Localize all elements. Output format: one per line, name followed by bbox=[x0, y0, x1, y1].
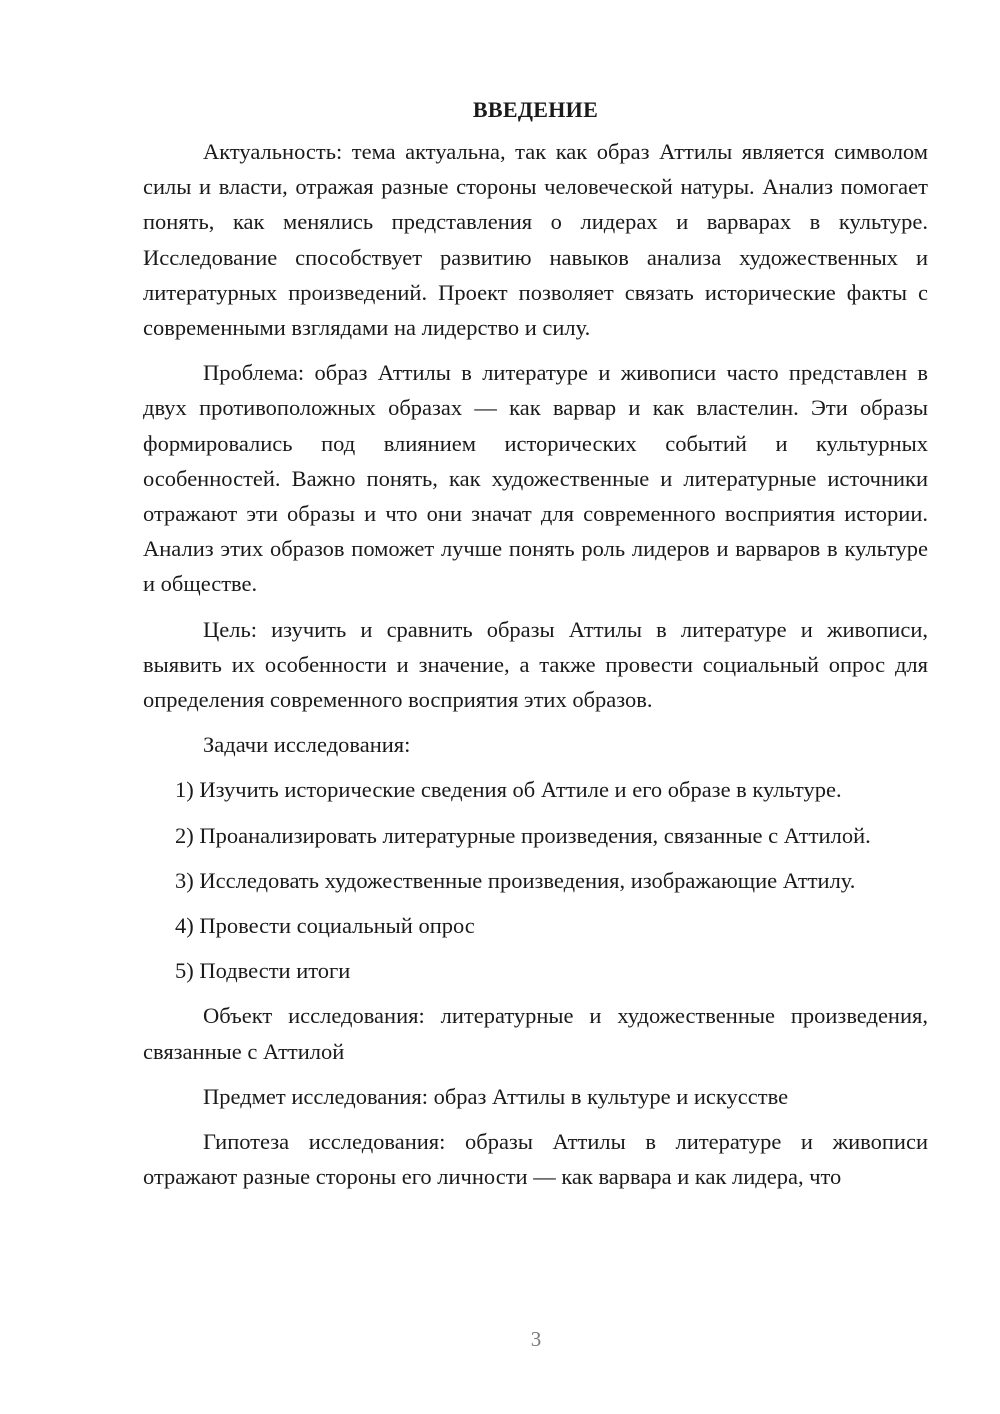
tasks-heading: Задачи исследования: bbox=[203, 732, 411, 758]
object-paragraph: Объект исследования: литературные и художественные произведения, связанные с Аттилой bbox=[143, 1003, 928, 1064]
task-item-2: 2) Проанализировать литературные произведения, связанные с Аттилой. bbox=[175, 822, 871, 848]
document-page bbox=[143, 94, 928, 1194]
relevance-paragraph: Актуальность: тема актуальна, так как образ Аттилы является символом силы и власти, отражая разные стороны человеческой натуры. Анализ помогает понять, как менялись представления о лидерах и варварах в культуре. Исследование способствует развитию навыков анализа художественных и литературных произведений. Проект позволяет связать исторические факты с современными взглядами на лидерство и силу. bbox=[143, 139, 928, 341]
problem-paragraph: Проблема: образ Аттилы в литературе и живописи часто представлен в двух противоположных образах — как варвар и как властелин. Эти образы формировались под влиянием исторических событий и культурных особенностей. Важно понять, как художественные и литературные источники отражают эти образы и что они значат для современного восприятия истории. Анализ этих образов поможет лучше понять роль лидеров и варваров в культуре и обществе. bbox=[143, 360, 928, 597]
task-item-4: 4) Провести социальный опрос bbox=[175, 913, 475, 939]
section-heading: ВВЕДЕНИЕ bbox=[472, 97, 599, 122]
task-item-5: 5) Подвести итоги bbox=[175, 958, 351, 984]
hypothesis-paragraph: Гипотеза исследования: образы Аттилы в литературе и живописи отражают разные стороны его личности — как варвара и как лидера, что bbox=[143, 1129, 928, 1190]
task-item-1: 1) Изучить исторические сведения об Аттиле и его образе в культуре. bbox=[175, 777, 842, 803]
subject-paragraph: Предмет исследования: образ Аттилы в культуре и искусстве bbox=[203, 1083, 789, 1109]
page-number: 3 bbox=[530, 1327, 542, 1351]
goal-paragraph: Цель: изучить и сравнить образы Аттилы в литературе и живописи, выявить их особенности и значение, а также провести социальный опрос для определения современного восприятия этих образов. bbox=[143, 616, 928, 713]
task-item-3: 3) Исследовать художественные произведения, изображающие Аттилу. bbox=[175, 867, 856, 893]
